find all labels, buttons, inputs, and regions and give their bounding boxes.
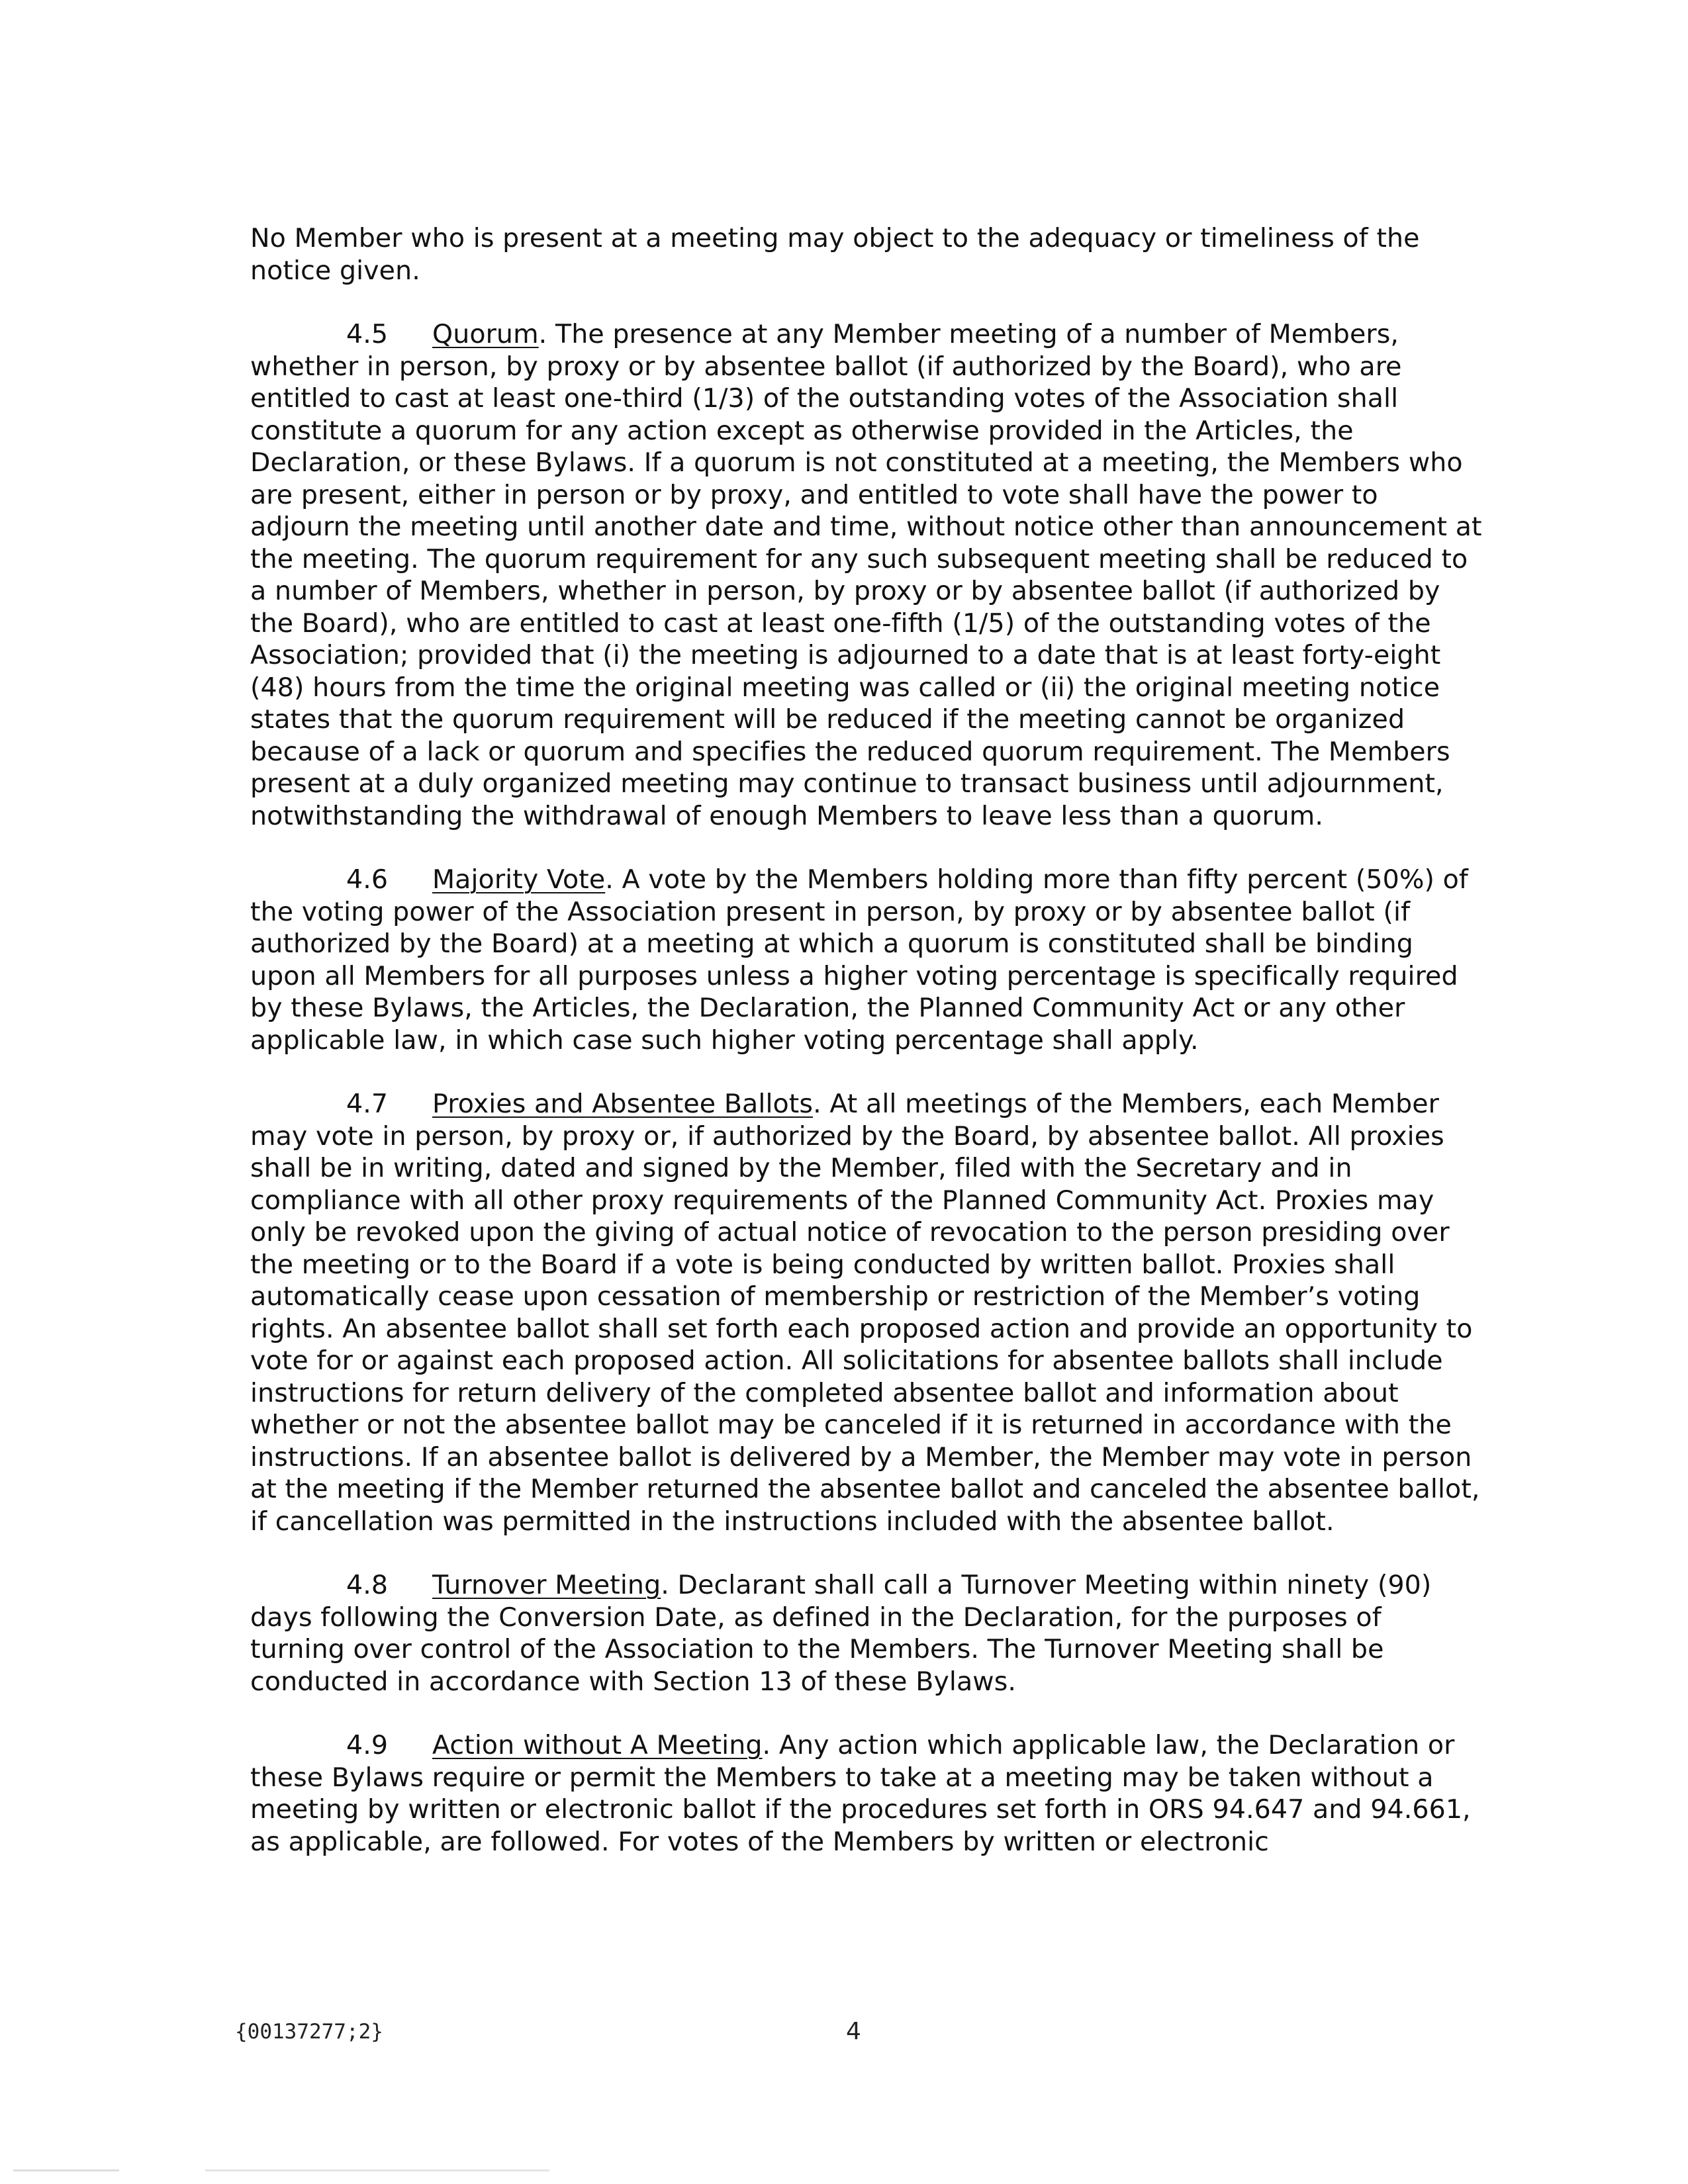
scan-artifact — [13, 2169, 119, 2171]
section-text: . A vote by the Members holding more than fifty percent (50%) of the voting power of the Association present in person, by proxy or by absentee ballot (if authorized by the Board) at a meeting at which a quorum is constituted shall be binding upon all Members for all purposes unless a higher voting percentage is specifically required by these Bylaws, the Articles, the Declaration, the Planned Community Act or any other applicable law, in which case such higher voting percentage shall apply. — [250, 864, 1468, 1056]
section-text: . At all meetings of the Members, each Member may vote in person, by proxy or, if authorized by the Board, by absentee ballot. All proxies shall be in writing, dated and signed by the Member, filed with the Secretary and in compliance with all other proxy requirements of the Planned Community Act. Proxies may only be revoked upon the giving of actual notice of revocation to the person presiding over the meeting or to the Board if a vote is being conducted by written ballot. Proxies shall automatically cease upon cessation of membership or restriction of the Member’s voting rights. An absentee ballot shall set forth each proposed action and provide an opportunity to vote for or against each proposed action. All solicitations for absentee ballots shall include instructions for return delivery of the completed absentee ballot and information about whether or not the absentee ballot may be canceled if it is returned in accordance with the instructions. If an absentee ballot is delivered by a Member, the Member may vote in person at the meeting if the Member returned the absentee ballot and canceled the absentee ballot, if cancellation was permitted in the instructions included with the absentee ballot. — [250, 1089, 1480, 1537]
section-number: 4.7 — [346, 1089, 389, 1119]
section-text: . Any action which applicable law, the Declaration or these Bylaws require or permit the Members to take at a meeting may be taken without a meeting by written or electronic ballot if the procedures set forth in ORS 94.647 and 94.661, as applicable, are followed. For votes of the Members by written or electronic — [250, 1730, 1471, 1857]
footer-page-number: 4 — [846, 2018, 861, 2045]
section-4-5 — [250, 318, 1483, 832]
section-4-8 — [250, 1569, 1483, 1698]
section-heading: Majority Vote — [432, 864, 606, 895]
scan-artifact — [205, 2169, 549, 2171]
section-number: 4.9 — [346, 1730, 389, 1760]
section-4-6 — [250, 864, 1483, 1056]
section-heading: Turnover Meeting — [432, 1570, 661, 1600]
footer-document-id: {00137277;2} — [235, 2020, 383, 2044]
section-heading: Quorum — [432, 319, 539, 349]
section-4-7 — [250, 1088, 1483, 1537]
opening-paragraph: No Member who is present at a meeting may object to the adequacy or timeliness of the notice given. — [250, 223, 1420, 286]
section-number: 4.8 — [346, 1570, 389, 1600]
section-4-9 — [250, 1729, 1483, 1858]
section-number: 4.6 — [346, 864, 389, 895]
section-number: 4.5 — [346, 319, 389, 349]
section-heading: Action without A Meeting — [432, 1730, 763, 1760]
section-text: . Declarant shall call a Turnover Meeting within ninety (90) days following the Conversion Date, as defined in the Declaration, for the purposes of turning over control of the Association to the Members. The Turnover Meeting shall be conducted in accordance with Section 13 of these Bylaws. — [250, 1570, 1432, 1697]
section-heading: Proxies and Absentee Ballots — [432, 1089, 814, 1119]
section-text: . The presence at any Member meeting of a number of Members, whether in person, by proxy or by absentee ballot (if authorized by the Board), who are entitled to cast at least one-third (1/3) of the outstanding votes of the Association shall constitute a quorum for any action except as otherwise provided in the Articles, the Declaration, or these Bylaws. If a quorum is not constituted at a meeting, the Members who are present, either in person or by proxy, and entitled to vote shall have the power to adjourn the meeting until another date and time, without notice other than announcement at the meeting. The quorum requirement for any such subsequent meeting shall be reduced to a number of Members, whether in person, by proxy or by absentee ballot (if authorized by the Board), who are entitled to cast at least one-fifth (1/5) of the outstanding votes of the Association; provided that (i) the meeting is adjourned to a date that is at least forty-eight (48) hours from the time the original meeting was called or (ii) the original meeting notice states that the quorum requirement will be reduced if the meeting cannot be organized because of a lack or quorum and specifies the reduced quorum requirement. The Members present at a duly organized meeting may continue to transact business until adjournment, notwithstanding the withdrawal of enough Members to leave less than a quorum. — [250, 319, 1482, 831]
document-body — [250, 222, 1483, 1889]
